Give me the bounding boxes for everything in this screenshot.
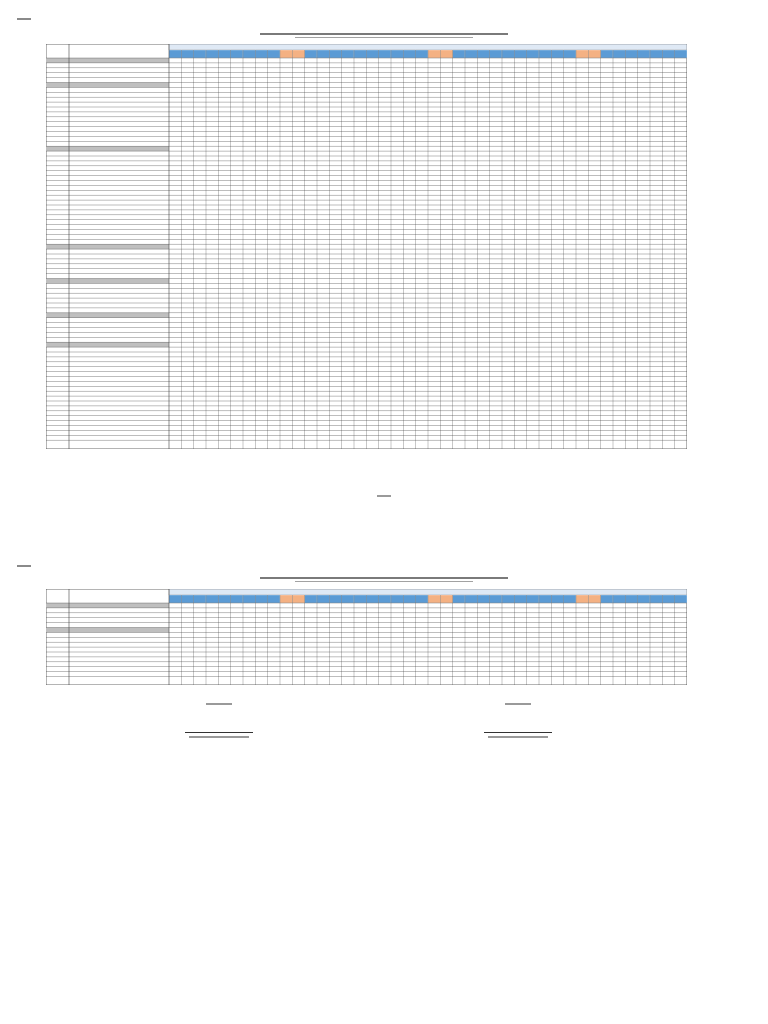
month-header-cell — [206, 50, 218, 58]
month-header-cell — [527, 595, 539, 603]
month-header-cell — [206, 595, 218, 603]
section-heading-row — [46, 279, 169, 284]
manpower-table — [46, 589, 687, 685]
month-header-cell — [440, 50, 452, 58]
month-header-cell — [255, 50, 267, 58]
section-heading-row — [46, 603, 169, 608]
section-heading-row — [46, 83, 169, 88]
signature-caption — [189, 736, 249, 738]
month-header-cell — [366, 50, 378, 58]
month-header-cell — [342, 50, 354, 58]
month-header-cell — [342, 595, 354, 603]
month-header-cell — [181, 595, 193, 603]
year-header-band — [169, 44, 687, 50]
section-heading-row — [46, 244, 169, 249]
manpower-table-grid — [46, 44, 687, 449]
month-header-cell — [465, 595, 477, 603]
month-header-cell — [169, 595, 181, 603]
month-header-cell — [403, 50, 415, 58]
page-corner-label — [17, 18, 31, 20]
month-header-cell — [329, 595, 341, 603]
page-1 — [0, 0, 768, 506]
month-header-cell — [366, 595, 378, 603]
month-header-cell — [268, 595, 280, 603]
month-header-cell — [490, 50, 502, 58]
month-header-cell — [638, 50, 650, 58]
month-header-cell — [194, 50, 206, 58]
month-header-cell — [292, 595, 304, 603]
month-header-cell — [675, 595, 687, 603]
month-header-cell — [650, 50, 662, 58]
month-header-cell — [662, 595, 674, 603]
month-header-cell — [243, 595, 255, 603]
month-header-cell — [255, 595, 267, 603]
page-footer — [377, 495, 391, 497]
month-header-cell — [564, 595, 576, 603]
month-header-cell — [354, 595, 366, 603]
page-subtitle — [295, 581, 473, 582]
month-header-cell — [601, 595, 613, 603]
month-header-cell — [231, 595, 243, 603]
month-header-cell — [625, 595, 637, 603]
month-header-cell — [292, 50, 304, 58]
month-header-cell — [601, 50, 613, 58]
month-header-cell — [588, 50, 600, 58]
month-header-cell — [280, 595, 292, 603]
page-subtitle — [295, 37, 473, 38]
month-header-cell — [317, 595, 329, 603]
year-header-band — [169, 589, 687, 595]
month-header-cell — [551, 595, 563, 603]
month-header-cell — [588, 595, 600, 603]
section-heading-row — [46, 313, 169, 318]
month-header-cell — [391, 595, 403, 603]
month-header-cell — [625, 50, 637, 58]
month-header-cell — [477, 50, 489, 58]
month-header-cell — [576, 595, 588, 603]
month-header-cell — [305, 50, 317, 58]
month-header-cell — [514, 50, 526, 58]
month-header-cell — [440, 595, 452, 603]
month-header-cell — [564, 50, 576, 58]
month-header-cell — [305, 595, 317, 603]
month-header-cell — [218, 595, 230, 603]
month-header-cell — [502, 595, 514, 603]
month-header-cell — [169, 50, 181, 58]
month-header-cell — [268, 50, 280, 58]
month-header-cell — [317, 50, 329, 58]
month-header-cell — [194, 595, 206, 603]
month-header-cell — [490, 595, 502, 603]
manpower-table — [46, 44, 687, 449]
month-header-cell — [428, 595, 440, 603]
signature-line — [185, 732, 253, 733]
month-header-cell — [329, 50, 341, 58]
manpower-table-grid — [46, 589, 687, 685]
month-header-cell — [613, 50, 625, 58]
month-header-cell — [675, 50, 687, 58]
page-title — [260, 577, 508, 579]
month-header-cell — [514, 595, 526, 603]
section-heading-row — [46, 342, 169, 347]
month-header-cell — [280, 50, 292, 58]
month-header-cell — [354, 50, 366, 58]
month-header-cell — [218, 50, 230, 58]
month-header-cell — [539, 50, 551, 58]
page-2 — [0, 506, 768, 1024]
month-header-cell — [465, 50, 477, 58]
month-header-cell — [613, 595, 625, 603]
month-header-cell — [428, 50, 440, 58]
section-heading-row — [46, 628, 169, 633]
section-heading-row — [46, 58, 169, 63]
month-header-cell — [502, 50, 514, 58]
month-header-cell — [416, 50, 428, 58]
month-header-cell — [638, 595, 650, 603]
signature-line — [484, 732, 552, 733]
month-header-cell — [453, 50, 465, 58]
month-header-cell — [453, 595, 465, 603]
month-header-cell — [181, 50, 193, 58]
month-header-cell — [576, 50, 588, 58]
signature-label — [206, 703, 232, 705]
month-header-cell — [539, 595, 551, 603]
month-header-cell — [231, 50, 243, 58]
month-header-cell — [403, 595, 415, 603]
month-header-cell — [477, 595, 489, 603]
page-title — [260, 33, 508, 35]
month-header-cell — [527, 50, 539, 58]
section-heading-row — [46, 146, 169, 151]
month-header-cell — [416, 595, 428, 603]
month-header-cell — [379, 50, 391, 58]
month-header-cell — [551, 50, 563, 58]
month-header-cell — [243, 50, 255, 58]
signature-label — [505, 703, 531, 705]
page-corner-label — [17, 565, 31, 567]
signature-caption — [488, 736, 548, 738]
month-header-cell — [662, 50, 674, 58]
month-header-cell — [379, 595, 391, 603]
month-header-cell — [650, 595, 662, 603]
month-header-cell — [391, 50, 403, 58]
